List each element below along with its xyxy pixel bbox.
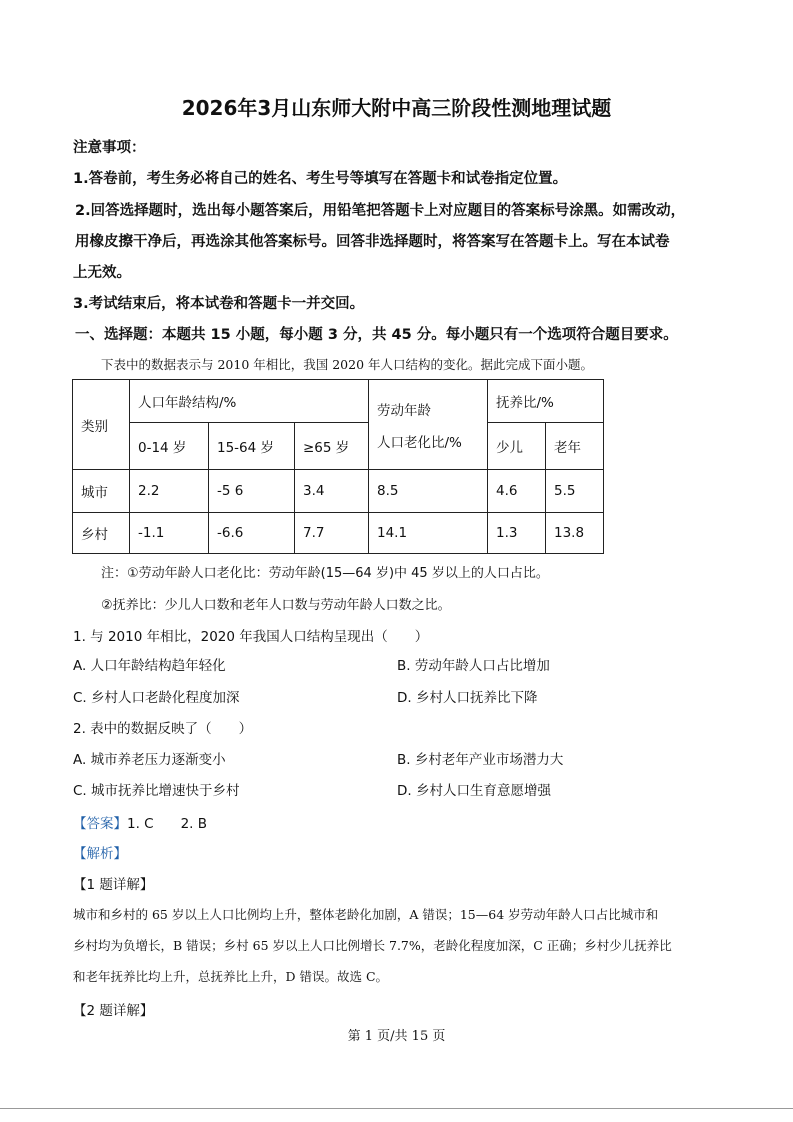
table-note-1: 注：①劳动年龄人口老化比：劳动年龄(15—64 岁)中 45 岁以上的人口占比。 [101,566,549,581]
table-header-age-structure: 人口年龄结构/% [130,380,369,423]
table-header-category: 类别 [73,380,130,470]
table-cell: 7.7 [295,513,369,554]
table-cell: 13.8 [546,513,604,554]
table-header-labor-aging [369,380,488,470]
table-row [73,513,604,554]
question-1-stem: 1. 与 2010 年相比，2020 年我国人口结构呈现出（ ） [73,629,429,645]
table-note-2: ②抚养比：少儿人口数和老年人口数与劳动年龄人口数之比。 [101,598,451,613]
question-2-option-b: B. 乡村老年产业市场潜力大 [397,752,564,768]
notice-item-2-line-3: 上无效。 [73,265,131,281]
notice-item-2-line-2: 用橡皮擦干净后，再选涂其他答案标号。回答非选择题时，将答案写在答题卡上。写在本试卷 [75,234,670,250]
table-header-age-15-64: 15-64 岁 [209,423,295,470]
table-header-age-0-14: 0-14 岁 [130,423,209,470]
table-header-dependency: 抚养比/% [488,380,604,423]
table-header-dependency-elderly: 老年 [546,423,604,470]
question-2-option-d: D. 乡村人口生育意愿增强 [397,783,551,799]
table-cell: 2.2 [130,470,209,513]
detail-1-line-2: 乡村均为负增长，B 错误；乡村 65 岁以上人口比例增长 7.7%，老龄化程度加深，C 正确；乡村少儿抚养比 [73,938,672,953]
section-heading: 一、选择题：本题共 15 小题，每小题 3 分，共 45 分。每小题只有一个选项符合题目要求。 [75,327,678,343]
question-2-option-a: A. 城市养老压力逐渐变小 [73,752,226,768]
table-header-labor-aging-line-2: 人口老化比/% [377,434,462,451]
analysis-label: 【解析】 [73,846,127,862]
answer-label: 【答案】 [73,816,127,832]
page-title: 2026年3月山东师大附中高三阶段性测地理试题 [181,96,612,120]
table-row-label: 乡村 [73,513,130,554]
table-cell: 5.5 [546,470,604,513]
question-1-option-c: C. 乡村人口老龄化程度加深 [73,690,240,706]
notice-item-1: 1.答卷前，考生务必将自己的姓名、考生号等填写在答题卡和试卷指定位置。 [73,171,568,187]
question-1-option-d: D. 乡村人口抚养比下降 [397,690,538,706]
detail-2-heading: 【2 题详解】 [73,1003,154,1019]
notice-item-2-line-1: 2.回答选择题时，选出每小题答案后，用铅笔把答题卡上对应题目的答案标号涂黑。如需改动， [75,203,686,219]
detail-1-line-3: 和老年抚养比均上升，总抚养比上升，D 错误。故选 C。 [73,969,389,984]
table-cell: 1.3 [488,513,546,554]
table-row [73,470,604,513]
table-cell: 8.5 [369,470,488,513]
population-change-table [72,379,604,554]
detail-1-line-1: 城市和乡村的 65 岁以上人口比例均上升，整体老龄化加剧，A 错误；15—64 岁劳动年龄人口占比城市和 [73,907,659,922]
question-2-option-c: C. 城市抚养比增速快于乡村 [73,783,240,799]
table-header-age-65-plus: ≥65 岁 [295,423,369,470]
table-header-labor-aging-line-1: 劳动年龄 [377,402,431,419]
detail-1-heading: 【1 题详解】 [73,877,154,893]
page-divider [0,1108,793,1109]
table-cell: -5 6 [209,470,295,513]
table-intro: 下表中的数据表示与 2010 年相比，我国 2020 年人口结构的变化。据此完成下面小题。 [101,357,594,372]
answer-line [73,812,207,832]
answer-text: 1. C 2. B [127,816,208,832]
table-cell: 14.1 [369,513,488,554]
table-cell: 4.6 [488,470,546,513]
notice-item-3: 3.考试结束后，将本试卷和答题卡一并交回。 [73,296,365,312]
table-cell: 3.4 [295,470,369,513]
table-cell: -1.1 [130,513,209,554]
page-footer: 第 1 页/共 15 页 [347,1029,446,1044]
question-2-stem: 2. 表中的数据反映了（ ） [73,721,253,737]
table-cell: -6.6 [209,513,295,554]
table-row-label: 城市 [73,470,130,513]
table-header-dependency-child: 少儿 [488,423,546,470]
notice-heading: 注意事项： [73,140,146,156]
question-1-option-a: A. 人口年龄结构趋年轻化 [73,658,226,674]
question-1-option-b: B. 劳动年龄人口占比增加 [397,658,550,674]
